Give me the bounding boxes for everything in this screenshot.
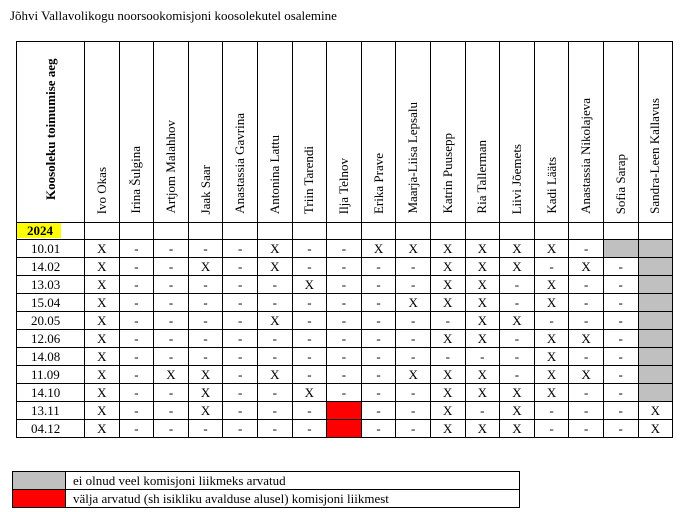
year-row-cell (257, 223, 292, 240)
legend-item (13, 490, 520, 508)
attendance-cell: X (465, 366, 500, 384)
not-yet-member-cell (638, 330, 673, 348)
member-name: Jaak Saar (197, 164, 213, 214)
year-row-cell (361, 223, 396, 240)
member-header (430, 42, 465, 223)
attendance-cell: - (154, 294, 189, 312)
attendance-cell: - (119, 384, 154, 402)
attendance-cell: - (223, 258, 258, 276)
member-header (465, 42, 500, 223)
attendance-cell: - (154, 276, 189, 294)
meeting-row (17, 402, 673, 420)
attendance-cell: X (188, 366, 223, 384)
meeting-row (17, 366, 673, 384)
attendance-cell: - (603, 366, 638, 384)
attendance-cell: X (257, 240, 292, 258)
meeting-date: 11.09 (17, 366, 85, 384)
attendance-cell: X (257, 258, 292, 276)
attendance-cell: X (85, 420, 120, 438)
member-name: Antonina Lattu (266, 134, 282, 214)
not-yet-member-cell (638, 366, 673, 384)
attendance-cell: - (188, 240, 223, 258)
year-row-cell (119, 223, 154, 240)
attendance-cell: X (430, 366, 465, 384)
member-name: Katrin Puusepp (439, 133, 455, 214)
year-row-cell (465, 223, 500, 240)
attendance-cell: - (154, 258, 189, 276)
attendance-cell: X (361, 240, 396, 258)
meeting-date: 15.04 (17, 294, 85, 312)
year-row-cell (534, 223, 569, 240)
corner-label: Koosoleku toimumise aeg (42, 58, 58, 200)
attendance-cell: - (500, 294, 535, 312)
year-row-cell (638, 223, 673, 240)
attendance-cell: - (154, 420, 189, 438)
attendance-cell: X (85, 330, 120, 348)
meeting-row (17, 348, 673, 366)
document-title: Jõhvi Vallavolikogu noorsookomisjoni koosolekutel osalemine (10, 8, 337, 23)
year-label: 2024 (17, 223, 61, 238)
attendance-cell: - (223, 348, 258, 366)
attendance-cell: - (188, 348, 223, 366)
attendance-cell: - (223, 276, 258, 294)
attendance-cell: X (154, 366, 189, 384)
member-header (361, 42, 396, 223)
attendance-cell: - (292, 402, 327, 420)
attendance-cell: X (465, 330, 500, 348)
member-header (534, 42, 569, 223)
attendance-cell: - (430, 312, 465, 330)
header-row (17, 42, 673, 223)
attendance-cell: X (188, 384, 223, 402)
attendance-cell: - (603, 276, 638, 294)
attendance-cell: X (85, 312, 120, 330)
attendance-cell: X (292, 276, 327, 294)
attendance-cell: - (603, 294, 638, 312)
attendance-cell: - (292, 240, 327, 258)
attendance-cell: - (119, 258, 154, 276)
attendance-cell: X (500, 420, 535, 438)
attendance-cell: - (154, 348, 189, 366)
year-row-cell (500, 223, 535, 240)
attendance-cell: - (327, 384, 362, 402)
attendance-cell: - (327, 258, 362, 276)
attendance-cell: - (603, 384, 638, 402)
meeting-row (17, 258, 673, 276)
attendance-cell: - (119, 420, 154, 438)
member-name: Ria Tallerman (474, 140, 490, 214)
attendance-cell: - (223, 402, 258, 420)
meeting-date: 10.01 (17, 240, 85, 258)
attendance-cell: - (292, 294, 327, 312)
not-yet-member-cell (638, 348, 673, 366)
member-name: Triin Tarendi (301, 145, 317, 214)
attendance-cell: X (465, 312, 500, 330)
attendance-cell: - (569, 348, 604, 366)
member-name: Liivi Jõemets (508, 143, 524, 214)
attendance-cell: - (327, 366, 362, 384)
member-name: Maarja-Liisa Lepsalu (405, 102, 421, 214)
attendance-cell: - (119, 240, 154, 258)
member-name: Ilja Telnov (335, 157, 351, 214)
attendance-cell: - (603, 420, 638, 438)
removed-member-cell (327, 420, 362, 438)
year-row-cell (430, 223, 465, 240)
not-yet-member-cell (638, 312, 673, 330)
attendance-cell: X (396, 240, 431, 258)
attendance-cell: X (188, 258, 223, 276)
attendance-cell: - (327, 330, 362, 348)
attendance-cell: - (154, 402, 189, 420)
attendance-cell: - (154, 330, 189, 348)
attendance-cell: - (569, 276, 604, 294)
attendance-cell: - (188, 276, 223, 294)
attendance-cell: - (603, 402, 638, 420)
meeting-row (17, 276, 673, 294)
meeting-date: 14.10 (17, 384, 85, 402)
attendance-cell: - (119, 402, 154, 420)
attendance-cell: X (569, 258, 604, 276)
attendance-cell: - (396, 258, 431, 276)
member-header (327, 42, 362, 223)
meeting-row (17, 312, 673, 330)
member-header (188, 42, 223, 223)
attendance-cell: - (396, 348, 431, 366)
member-header (292, 42, 327, 223)
member-header (85, 42, 120, 223)
attendance-cell: - (327, 294, 362, 312)
year-row-cell (327, 223, 362, 240)
attendance-cell: - (361, 312, 396, 330)
attendance-cell: X (430, 384, 465, 402)
attendance-cell: X (465, 240, 500, 258)
attendance-cell: - (500, 348, 535, 366)
legend-label: ei olnud veel komisjoni liikmeks arvatud (66, 472, 520, 490)
attendance-cell: - (396, 402, 431, 420)
attendance-cell: - (603, 258, 638, 276)
attendance-cell: - (327, 276, 362, 294)
attendance-cell: X (465, 258, 500, 276)
legend-item (13, 472, 520, 490)
member-header (396, 42, 431, 223)
attendance-cell: - (119, 348, 154, 366)
attendance-cell: - (188, 294, 223, 312)
meeting-date: 14.08 (17, 348, 85, 366)
attendance-cell: - (465, 348, 500, 366)
meeting-date: 04.12 (17, 420, 85, 438)
attendance-cell: - (257, 384, 292, 402)
meeting-row (17, 294, 673, 312)
member-name: Anastassia Nikolajeva (578, 98, 594, 214)
attendance-cell: X (500, 258, 535, 276)
attendance-cell: X (465, 420, 500, 438)
member-header (154, 42, 189, 223)
member-header (603, 42, 638, 223)
attendance-cell: X (85, 348, 120, 366)
attendance-cell: - (465, 402, 500, 420)
attendance-cell: X (500, 240, 535, 258)
attendance-cell: - (327, 240, 362, 258)
member-header (638, 42, 673, 223)
attendance-cell: - (603, 348, 638, 366)
attendance-cell: X (85, 402, 120, 420)
attendance-cell: - (500, 366, 535, 384)
attendance-cell: - (500, 276, 535, 294)
legend-swatch-red (13, 490, 66, 508)
attendance-cell: - (396, 384, 431, 402)
attendance-cell: X (85, 384, 120, 402)
attendance-cell: X (85, 258, 120, 276)
not-yet-member-cell (638, 258, 673, 276)
attendance-cell: - (361, 348, 396, 366)
member-name: Kadi Lääts (543, 157, 559, 214)
attendance-cell: - (188, 420, 223, 438)
attendance-cell: - (569, 294, 604, 312)
attendance-cell: - (500, 330, 535, 348)
attendance-cell: - (292, 366, 327, 384)
attendance-cell: - (603, 312, 638, 330)
attendance-cell: - (361, 276, 396, 294)
attendance-cell: X (430, 276, 465, 294)
attendance-cell: - (154, 384, 189, 402)
year-row-cell (188, 223, 223, 240)
member-name: Sandra-Leen Kallavus (647, 98, 663, 214)
year-row-cell (292, 223, 327, 240)
attendance-cell: - (361, 420, 396, 438)
attendance-cell: - (569, 420, 604, 438)
attendance-cell: X (569, 330, 604, 348)
attendance-cell: - (292, 312, 327, 330)
attendance-cell: - (119, 330, 154, 348)
attendance-cell: - (292, 420, 327, 438)
attendance-cell: X (430, 420, 465, 438)
attendance-cell: - (361, 294, 396, 312)
attendance-cell: - (396, 276, 431, 294)
attendance-cell: - (257, 420, 292, 438)
year-row-cell (223, 223, 258, 240)
attendance-cell: - (188, 330, 223, 348)
member-name: Erika Prave (370, 152, 386, 214)
attendance-cell: - (292, 330, 327, 348)
attendance-cell: - (361, 258, 396, 276)
year-row-cell (396, 223, 431, 240)
meeting-date: 13.03 (17, 276, 85, 294)
attendance-cell: - (396, 420, 431, 438)
attendance-cell: - (603, 330, 638, 348)
legend-swatch-gray (13, 472, 66, 490)
year-row (17, 223, 673, 240)
meeting-row (17, 330, 673, 348)
attendance-cell: - (534, 402, 569, 420)
attendance-cell: - (119, 312, 154, 330)
attendance-cell: - (223, 384, 258, 402)
removed-member-cell (327, 402, 362, 420)
attendance-cell: X (638, 402, 673, 420)
attendance-cell: - (119, 294, 154, 312)
attendance-cell: - (534, 420, 569, 438)
attendance-cell: - (361, 366, 396, 384)
attendance-cell: - (396, 330, 431, 348)
member-name: Anastassia Gavrina (232, 113, 248, 214)
attendance-cell: X (500, 402, 535, 420)
meeting-date: 12.06 (17, 330, 85, 348)
attendance-cell: - (119, 276, 154, 294)
attendance-cell: X (534, 330, 569, 348)
legend (12, 471, 520, 508)
meeting-date: 20.05 (17, 312, 85, 330)
year-row-cell (85, 223, 120, 240)
attendance-cell: - (534, 312, 569, 330)
attendance-cell: - (569, 312, 604, 330)
member-name: Ivo Okas (93, 166, 109, 214)
attendance-cell: X (430, 330, 465, 348)
attendance-cell: - (569, 384, 604, 402)
attendance-cell: - (223, 240, 258, 258)
attendance-cell: - (257, 402, 292, 420)
attendance-cell: - (188, 312, 223, 330)
attendance-cell: X (85, 276, 120, 294)
attendance-cell: X (500, 312, 535, 330)
attendance-cell: X (534, 348, 569, 366)
attendance-cell: - (257, 330, 292, 348)
attendance-cell: - (327, 348, 362, 366)
attendance-cell: X (569, 366, 604, 384)
attendance-cell: - (292, 258, 327, 276)
legend-label: välja arvatud (sh isikliku avalduse alusel) komisjoni liikmest (66, 490, 520, 508)
attendance-cell: - (119, 366, 154, 384)
meeting-date: 14.02 (17, 258, 85, 276)
attendance-cell: - (327, 312, 362, 330)
attendance-cell: - (154, 240, 189, 258)
not-yet-member-cell (638, 294, 673, 312)
attendance-cell: - (361, 384, 396, 402)
year-cell (17, 223, 85, 240)
attendance-cell: - (223, 312, 258, 330)
not-yet-member-cell (638, 276, 673, 294)
attendance-cell: - (361, 330, 396, 348)
attendance-cell: X (188, 402, 223, 420)
member-header (119, 42, 154, 223)
attendance-cell: X (465, 294, 500, 312)
attendance-cell: - (257, 348, 292, 366)
member-header (223, 42, 258, 223)
attendance-cell: - (257, 294, 292, 312)
attendance-cell: X (465, 276, 500, 294)
meeting-row (17, 420, 673, 438)
attendance-cell: X (534, 384, 569, 402)
attendance-cell: X (292, 384, 327, 402)
attendance-cell: - (569, 402, 604, 420)
attendance-cell: - (223, 294, 258, 312)
attendance-cell: X (534, 240, 569, 258)
attendance-cell: X (430, 240, 465, 258)
meeting-date: 13.11 (17, 402, 85, 420)
attendance-cell: - (292, 348, 327, 366)
attendance-cell: - (223, 366, 258, 384)
attendance-cell: X (257, 312, 292, 330)
attendance-cell: X (85, 294, 120, 312)
attendance-cell: X (534, 276, 569, 294)
attendance-cell: X (534, 294, 569, 312)
attendance-cell: X (534, 366, 569, 384)
attendance-cell: - (223, 420, 258, 438)
member-header (569, 42, 604, 223)
attendance-cell: X (396, 366, 431, 384)
attendance-cell: X (430, 402, 465, 420)
not-yet-member-cell (603, 240, 638, 258)
member-header (257, 42, 292, 223)
attendance-cell: - (154, 312, 189, 330)
member-name: Irina Šulgina (128, 146, 144, 214)
meeting-row (17, 240, 673, 258)
attendance-cell: - (396, 312, 431, 330)
attendance-cell: X (465, 384, 500, 402)
attendance-cell: X (85, 240, 120, 258)
not-yet-member-cell (638, 384, 673, 402)
attendance-cell: - (361, 402, 396, 420)
attendance-cell: X (396, 294, 431, 312)
corner-header (17, 42, 85, 223)
attendance-cell: X (430, 294, 465, 312)
member-header (500, 42, 535, 223)
attendance-table (16, 41, 673, 438)
year-row-cell (154, 223, 189, 240)
attendance-cell: - (257, 276, 292, 294)
attendance-cell: X (430, 258, 465, 276)
year-row-cell (603, 223, 638, 240)
attendance-cell: - (430, 348, 465, 366)
attendance-cell: X (85, 366, 120, 384)
attendance-cell: - (223, 330, 258, 348)
meeting-row (17, 384, 673, 402)
not-yet-member-cell (638, 240, 673, 258)
attendance-cell: X (257, 366, 292, 384)
attendance-cell: - (534, 258, 569, 276)
member-name: Sofia Sarap (612, 153, 628, 214)
attendance-cell: X (638, 420, 673, 438)
attendance-cell: - (569, 240, 604, 258)
attendance-cell: X (500, 384, 535, 402)
member-name: Artjom Malahhov (162, 120, 178, 214)
year-row-cell (569, 223, 604, 240)
